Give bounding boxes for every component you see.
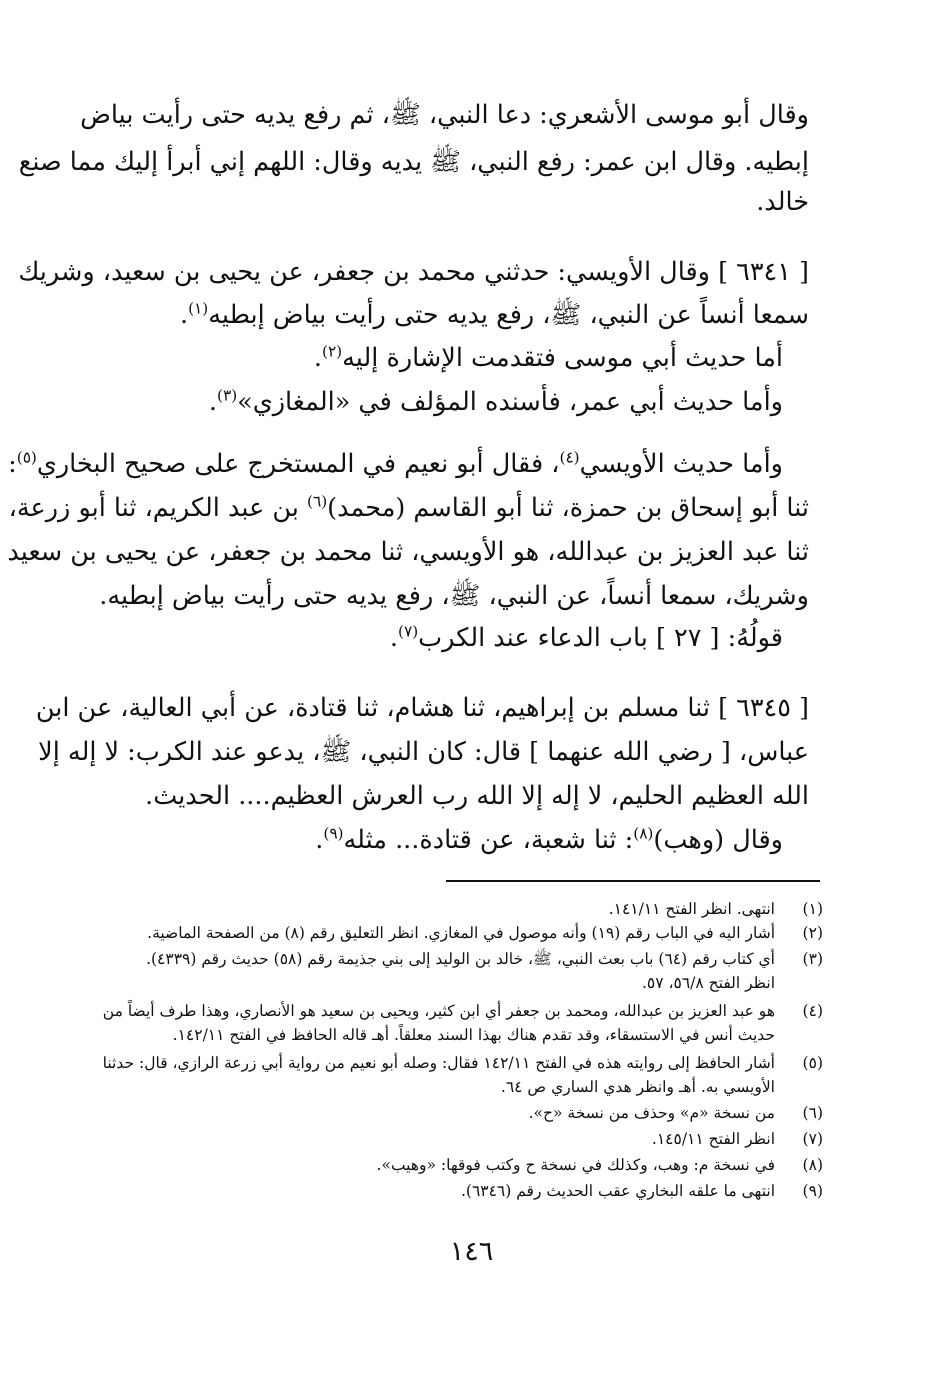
footnote-number: (٩)	[802, 1182, 823, 1200]
body-line: وقال (وهب)$^{(٨)}$: ثنا شعبة، عن قتادة... مثله$^{(٩)}$.	[315, 824, 783, 855]
footnote-item	[0, 998, 943, 1024]
text: خالد.	[756, 187, 809, 217]
text: قولُهُ: [ ٢٧ ] باب الدعاء عند الكرب	[418, 623, 783, 653]
footnote-number: (٨)	[802, 1156, 823, 1174]
body-line: وأما حديث أبي عمر، فأسنده المؤلف في «المغازي»$^{(٣)}$.	[208, 386, 783, 417]
body-line	[0, 530, 943, 574]
footnote-ref[interactable]: (٧)	[398, 622, 419, 641]
footnote-text-line	[0, 1074, 943, 1100]
footnote-item	[0, 1152, 943, 1178]
footnote-text: أشار اليه في الباب رقم (١٩) وأنه موصول في المغازي. انظر التعليق رقم (٨) من الصفحة الماضية.	[147, 924, 775, 942]
footnote-text: انتهى. انظر الفتح ١٤١/١١.	[608, 900, 775, 918]
footnote-text: حديث أنس في الاستسقاء، وقد تقدم هناك بهذا السند معلقاً. أهـ قاله الحافظ في الفتح ١٤٢/١١.	[172, 1026, 775, 1044]
text: بن عبد الكريم، ثنا أبو زرعة،	[8, 493, 299, 523]
body-line	[0, 686, 943, 730]
body-line	[0, 574, 943, 618]
footnote-number: (١)	[802, 900, 823, 918]
page-number: ١٤٦	[449, 1236, 494, 1267]
footnote-ref[interactable]: (٩)	[323, 824, 344, 843]
footnote-ref[interactable]: (٢)	[321, 342, 343, 361]
footnote-text: في نسخة م: وهب، وكذلك في نسخة ح وكتب فوقها: «وهيب».	[376, 1156, 775, 1174]
footnote-ref[interactable]: (٥)	[16, 448, 37, 467]
footnote-text: أشار الحافظ إلى روايته هذه في الفتح ١٤٢/١١ فقال: وصله أبو نعيم من رواية أبي زرعة الرازي، قال: حدثنا	[102, 1054, 775, 1072]
text: وشريك، سمعا أنساً، عن النبي، ﷺ، رفع يديه حتى رأيت بياض إبطيه.	[99, 581, 809, 611]
body-line: سمعا أنساً عن النبي، ﷺ، رفع يديه حتى رأيت بياض إبطيه$^{(١)}$.	[179, 299, 809, 330]
body-line: أما حديث أبي موسى فتقدمت الإشارة إليه$^{(٢)}$.	[313, 342, 783, 373]
footnote-number: (٥)	[802, 1054, 823, 1072]
text: ثنا أبو إسحاق بن حمزة، ثنا أبو القاسم (محمد)	[327, 493, 809, 523]
footnote-text: انتهى ما علقه البخاري عقب الحديث رقم (٦٣٤٦).	[460, 1182, 775, 1200]
footnote-item	[0, 920, 943, 946]
text: الله العظيم الحليم، لا إله إلا الله رب العرش العظيم.... الحديث.	[145, 781, 809, 811]
footnote-item	[0, 946, 943, 972]
footnote-number: (٦)	[802, 1104, 823, 1122]
footnote-ref[interactable]: (٨)	[633, 824, 654, 843]
text: [ ٦٣٤٥ ] ثنا مسلم بن إبراهيم، ثنا هشام، ثنا قتادة، عن أبي العالية، عن ابن	[35, 693, 809, 723]
body-line	[0, 140, 943, 184]
footnote-item	[0, 1126, 943, 1152]
footnote-text: الأويسي به. أهـ وانظر هدي الساري ص ٦٤.	[500, 1078, 775, 1096]
footnote-ref[interactable]: (٦)	[307, 492, 328, 511]
body-line	[0, 486, 943, 530]
footnote-text: أي كتاب رقم (٦٤) باب بعث النبي، ﷺ، خالد بن الوليد إلى بني جذيمة رقم (٥٨) حديث رقم (٤٣٣٩).	[146, 950, 775, 968]
body-line	[0, 180, 943, 224]
text: وقال أبو موسى الأشعري: دعا النبي، ﷺ، ثم رفع يديه حتى رأيت بياض	[80, 100, 809, 130]
footnote-text-line	[0, 970, 943, 996]
body-line: وأما حديث الأويسي$^{(٤)}$، فقال أبو نعيم في المستخرج على صحيح البخاري$^{(٥)}$:	[8, 448, 783, 479]
footnote-number: (٤)	[802, 1002, 823, 1020]
footnote-text: انظر الفتح ٥٦/٨، ٥٧.	[641, 974, 775, 992]
footnote-number: (٢)	[802, 924, 823, 942]
text: وقال (وهب)	[653, 825, 783, 855]
body-line	[0, 774, 943, 818]
footnote-text: من نسخة «م» وحذف من نسخة «ح».	[528, 1104, 775, 1122]
footnote-text: انظر الفتح ١٤٥/١١.	[651, 1130, 775, 1148]
text: وأما حديث الأويسي	[579, 449, 783, 479]
text: سمعا أنساً عن النبي، ﷺ، رفع يديه حتى رأيت بياض إبطيه	[208, 300, 809, 330]
footnote-text-line	[0, 1022, 943, 1048]
footnote-item	[0, 1178, 943, 1204]
body-line	[0, 730, 943, 774]
text: : ثنا شعبة، عن قتادة... مثله	[343, 825, 634, 855]
text: [ ٦٣٤١ ] وقال الأويسي: حدثني محمد بن جعفر، عن يحيى بن سعيد، وشريك	[18, 257, 809, 287]
footnote-item	[0, 1100, 943, 1126]
footnote-item	[0, 896, 943, 922]
body-line: قولُهُ: [ ٢٧ ] باب الدعاء عند الكرب$^{(٧)}$.	[389, 622, 783, 653]
footnote-ref[interactable]: (٣)	[217, 386, 238, 405]
footnote-ref[interactable]: (٤)	[559, 448, 580, 467]
text: ثنا عبد العزيز بن عبدالله، هو الأويسي، ثنا محمد بن جعفر، عن يحيى بن سعيد	[7, 537, 809, 567]
body-line	[0, 93, 943, 137]
text: وأما حديث أبي عمر، فأسنده المؤلف في «المغازي»	[237, 387, 783, 417]
footnote-ref[interactable]: (١)	[188, 299, 209, 318]
footnote-separator	[446, 880, 820, 882]
footnote-number: (٣)	[802, 950, 823, 968]
text: أما حديث أبي موسى فتقدمت الإشارة إليه	[342, 343, 783, 373]
text: عباس، [ رضي الله عنهما ] قال: كان النبي، ﷺ، يدعو عند الكرب: لا إله إلا	[38, 737, 809, 767]
footnote-item	[0, 1050, 943, 1076]
text: إبطيه. وقال ابن عمر: رفع النبي، ﷺ يديه وقال: اللهم إني أبرأ إليك مما صنع	[18, 147, 809, 177]
text: ، فقال أبو نعيم في المستخرج على صحيح البخاري	[36, 449, 560, 479]
footnote-number: (٧)	[802, 1130, 823, 1148]
body-line	[0, 250, 943, 294]
footnote-text: هو عبد العزيز بن عبدالله، ومحمد بن جعفر أي ابن كثير، ويحيى بن سعيد هو الأنصاري، وهذا طرف أيضاً من	[102, 1002, 775, 1020]
